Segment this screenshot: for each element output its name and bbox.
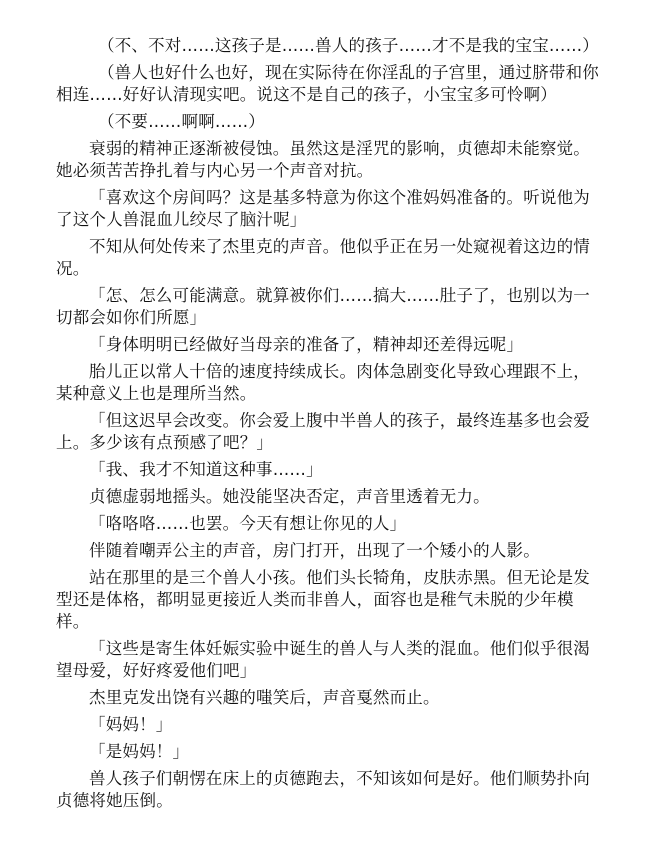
paragraph: 「咯咯咯……也罢。今天有想让你见的人」 <box>89 514 407 533</box>
paragraph: 「这些是寄生体妊娠实验中诞生的兽人与人类的混血。他们似乎很渴望母爱，好好疼爱他们吧」 <box>56 639 590 680</box>
paragraph: 不知从何处传来了杰里克的声音。他似乎正在另一处窥视着这边的情况。 <box>56 237 590 278</box>
paragraph: 「喜欢这个房间吗？这是基多特意为你这个准妈妈准备的。听说他为了这个人兽混血儿绞尽了脑汁呢」 <box>56 188 590 229</box>
paragraph: 伴随着嘲弄公主的声音，房门打开，出现了一个矮小的人影。 <box>89 541 540 560</box>
paragraph: 杰里克发出饶有兴趣的嗤笑后，声音戛然而止。 <box>89 688 440 707</box>
paragraph: 兽人孩子们朝愣在床上的贞德跑去，不知该如何是好。他们顺势扑向贞德将她压倒。 <box>56 769 590 810</box>
paragraph: 「身体明明已经做好当母亲的准备了，精神却还差得远呢」 <box>89 335 524 354</box>
paragraph: 「但这迟早会改变。你会爱上腹中半兽人的孩子，最终连基多也会爱上。多少该有点预感了吧？」 <box>56 411 590 452</box>
paragraph: （兽人也好什么也好，现在实际待在你淫乱的子宫里，通过脐带和你相连……好好认清现实吧。说这不是自己的孩子，小宝宝多可怜啊） <box>56 63 599 104</box>
paragraph: （不、不对……这孩子是……兽人的孩子……才不是我的宝宝……） <box>98 36 599 55</box>
paragraph: 衰弱的精神正逐渐被侵蚀。虽然这是淫咒的影响，贞德却未能察觉。她必须苦苦挣扎着与内心另一个声音对抗。 <box>56 139 590 180</box>
paragraph: 站在那里的是三个兽人小孩。他们头长犄角，皮肤赤黑。但无论是发型还是体格，都明显更接近人类而非兽人，面容也是稚气未脱的少年模样。 <box>56 568 590 631</box>
paragraph: 「是妈妈！」 <box>89 742 190 761</box>
paragraph: 「妈妈！」 <box>89 715 173 734</box>
paragraph: 「怎、怎么可能满意。就算被你们……搞大……肚子了，也别以为一切都会如你们所愿」 <box>56 286 590 327</box>
paragraph: 胎儿正以常人十倍的速度持续成长。肉体急剧变化导致心理跟不上，某种意义上也是理所当然。 <box>56 362 590 403</box>
paragraph: （不要……啊啊……） <box>98 112 265 131</box>
paragraph: 「我、我才不知道这种事……」 <box>89 460 323 479</box>
paragraph: 贞德虚弱地摇头。她没能坚决否定，声音里透着无力。 <box>89 487 490 506</box>
